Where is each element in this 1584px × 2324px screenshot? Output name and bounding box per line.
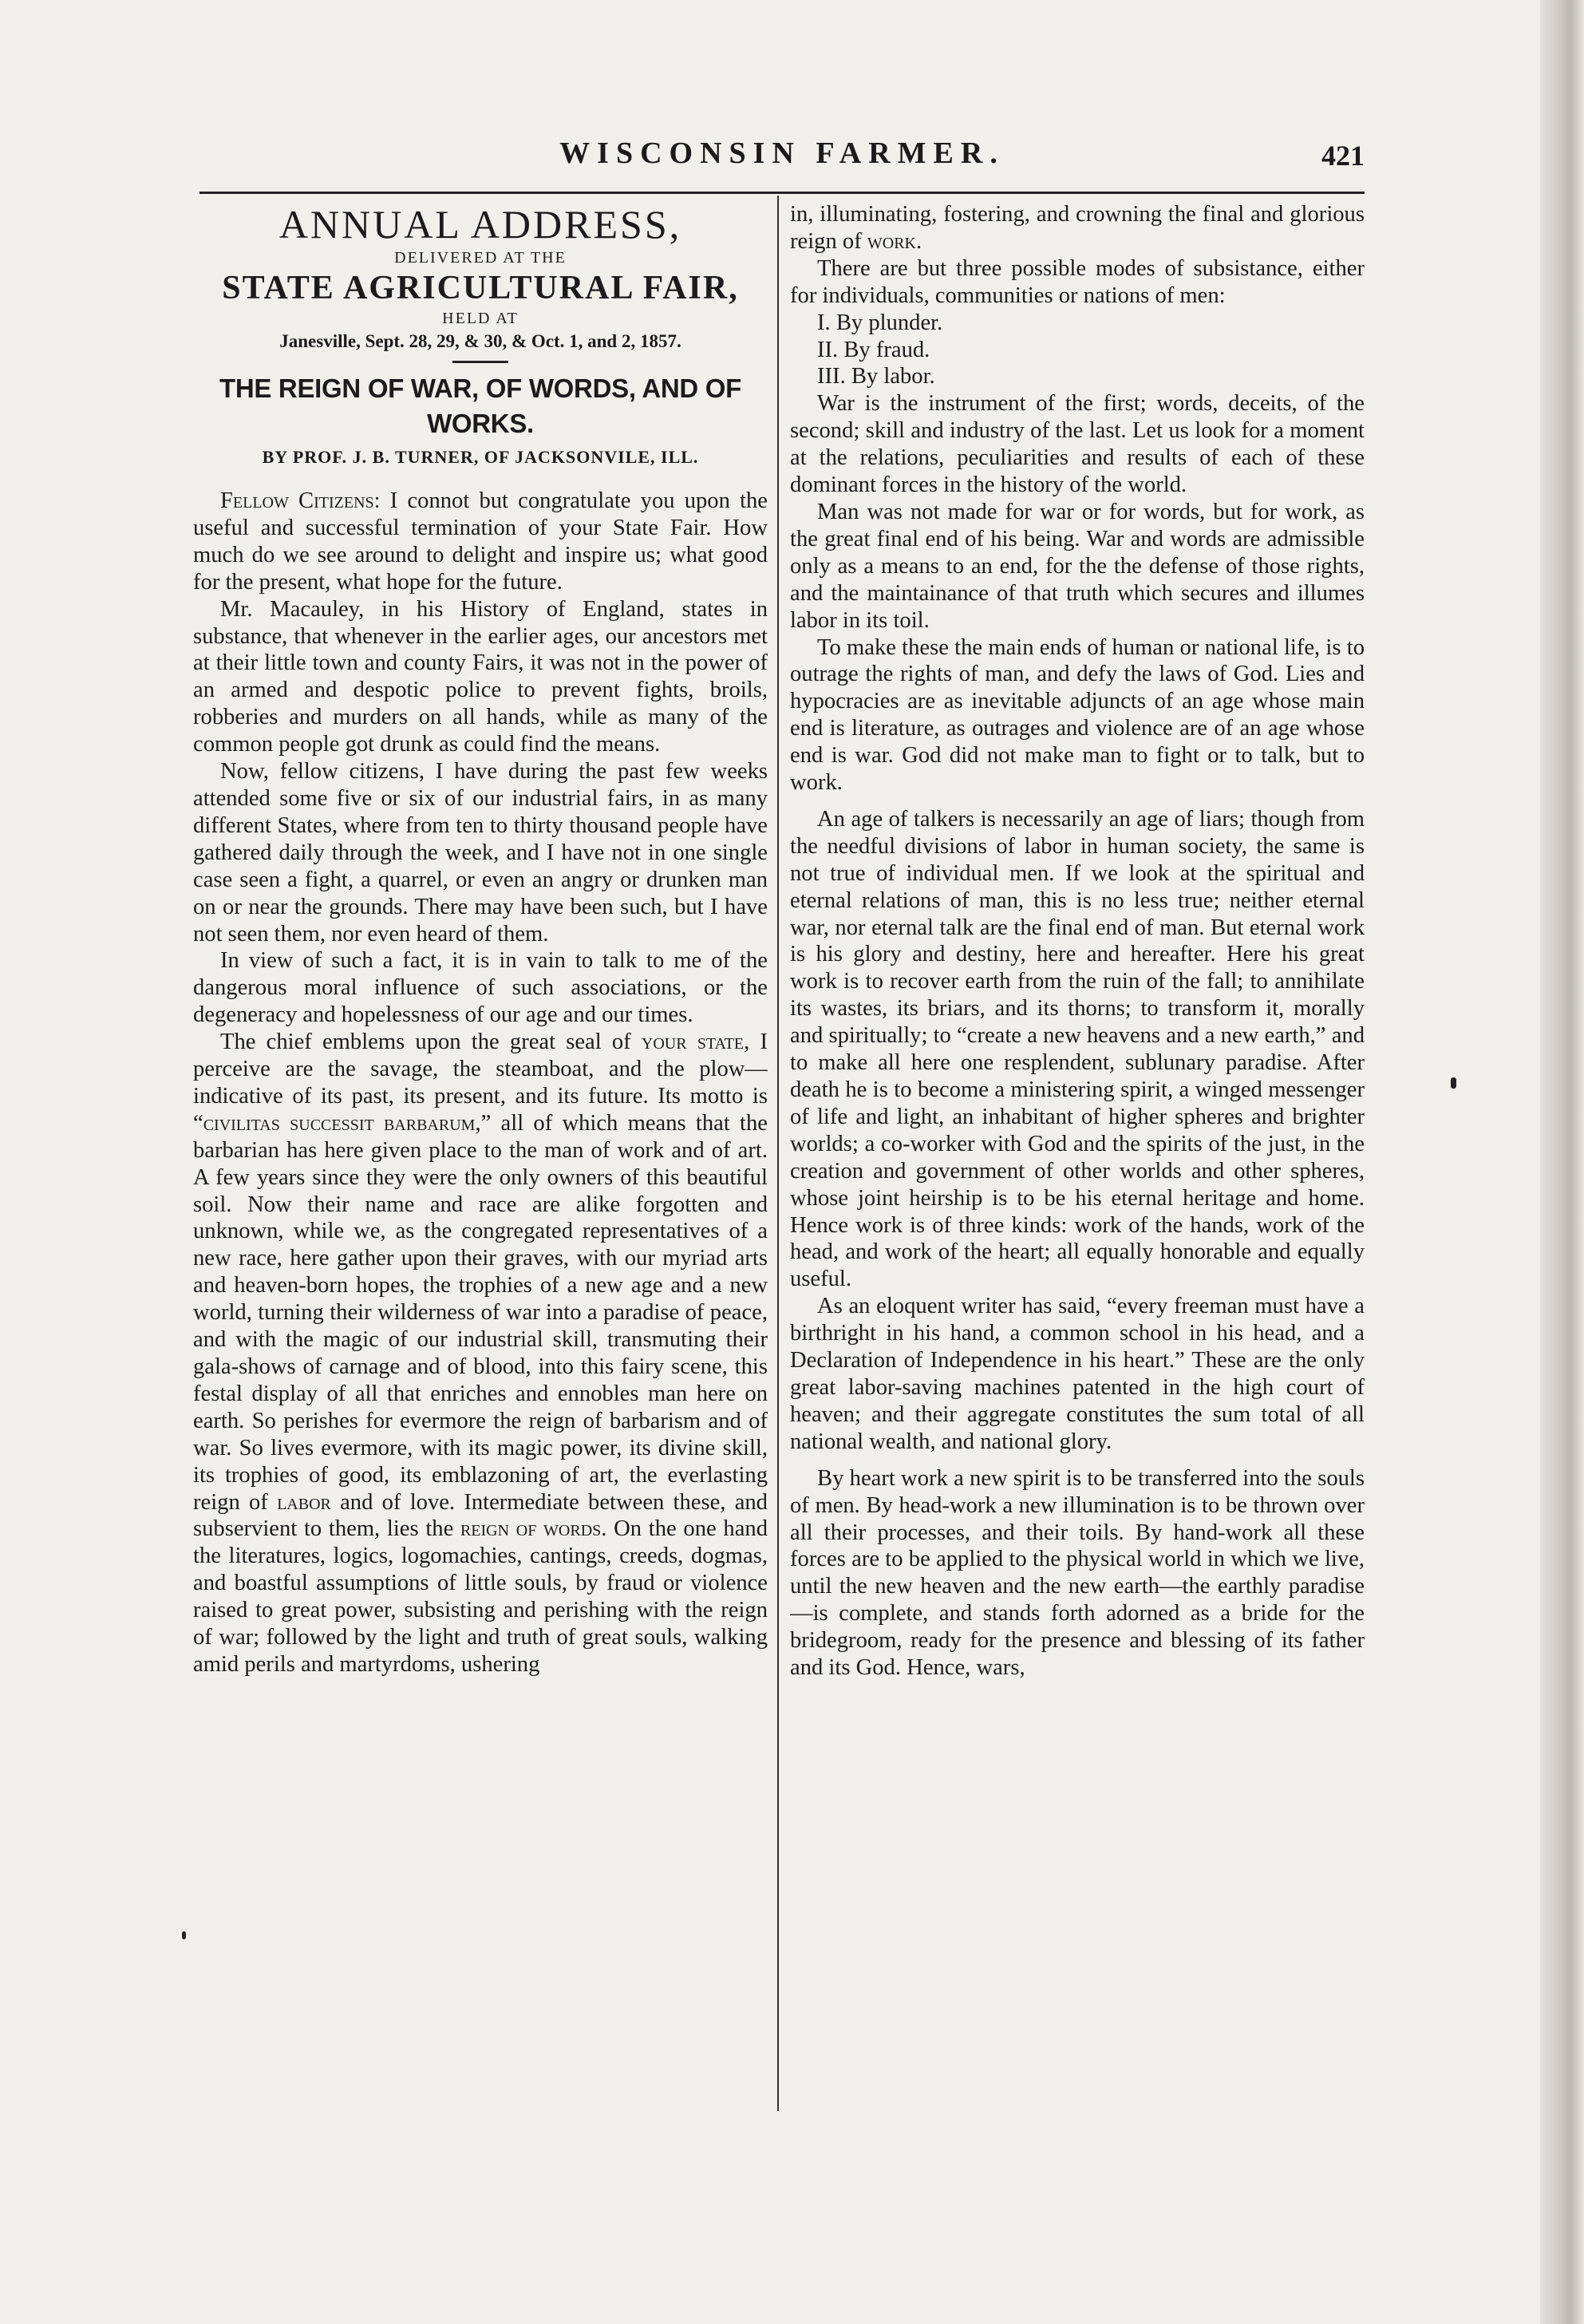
list-item: III. By labor. [817, 364, 935, 389]
paragraph: As an eloquent writer has said, “every freeman must have a birthright in his hand, a common school in his head, and a Declaration of Independence in his heart.” These are the only great labor-saving machines patented in the high court of heaven; and their aggregate constitutes the sum total of all national wealth, and national glory. [790, 1294, 1365, 1454]
small-caps-text: your state [641, 1030, 745, 1055]
ink-speck [182, 1931, 186, 1939]
paragraph-text: and of love. Intermediate between these, and subservient to them, lies the [193, 1489, 768, 1542]
page-header [199, 136, 1365, 194]
paragraph: War is the instrument of the first; words, deceits, of the second; skill and industry of the last. Let us look for a moment at the relations, peculiarities and results of each of these dominant forces in the history of the world. [790, 391, 1365, 498]
paragraph [790, 201, 1365, 255]
motto-text: civilitas successit barbarum [203, 1110, 476, 1136]
paragraph: In view of such a fact, it is in vain to talk to me of the dangerous moral influence of such associations, or the degeneracy and hopelessness of our age and our times. [193, 948, 768, 1028]
paragraph: Mr. Macauley, in his History of England, states in substance, that whenever in the earlier ages, our ancestors met at their little town and county Fairs, it was not in the power of an armed and despotic police to prevent fights, broils, robberies and murders on all hands, while as many of the common people got drunk as could find the means. [193, 596, 768, 757]
small-caps-text: reign of words [460, 1516, 602, 1542]
paragraph [193, 1029, 768, 1678]
ink-speck [1451, 1077, 1456, 1089]
dates-line: Janesville, Sept. 28, 29, & 30, & Oct. 1, and 2, 1857. [279, 331, 681, 351]
small-caps-text: work [867, 228, 916, 254]
fair-title: STATE AGRICULTURAL FAIR, [222, 270, 739, 306]
paragraph [193, 488, 768, 596]
left-column [193, 201, 768, 2260]
paragraph-text: . On the one hand the literatures, logics, logomachies, cantings, creeds, dogmas, and boastful assumptions of little souls, by fraud or violence raised to great power, subsisting and perishing with the reign of war; followed by the light and truth of great souls, walking amid perils and martyrdoms, ushering [193, 1516, 768, 1677]
paragraph-text: in, illuminating, fostering, and crowning the final and glorious reign of [790, 202, 1365, 254]
page-number: 421 [1321, 140, 1365, 172]
page-edge-shadow [1540, 0, 1584, 2324]
list-item: I. By plunder. [817, 310, 943, 335]
paragraph-text: The chief emblems upon the great seal of [220, 1030, 642, 1055]
paragraph: Man was not made for war or for words, but for work, as the great final end of his being. War and words are admissible only as a means to an end, for the the defense of those rights, and the maintainance of that truth which secures and illumes labor in its toil. [790, 499, 1365, 633]
column-divider [777, 196, 779, 2111]
right-column [790, 201, 1365, 2260]
paragraph: Now, fellow citizens, I have during the past few weeks attended some five or six of our industrial fairs, in as many different States, where from ten to thirty thousand people have gathered daily through the week, and I have not in one single case seen a fight, a quarrel, or even an angry or drunken man on or near the grounds. There may have been such, but I have not seen them, nor even heard of them. [193, 759, 768, 947]
title-block [193, 201, 768, 473]
salutation: Fellow Citizens: [220, 488, 381, 513]
held-line: HELD AT [442, 310, 519, 327]
author-line: BY PROF. J. B. TURNER, OF JACKSONVILE, ILL. [262, 447, 699, 467]
paragraph: By heart work a new spirit is to be transferred into the souls of men. By head-work a new illumination is to be thrown over all their processes, and their toils. By hand-work all these forces are to be applied to the physical world in which we live, until the new heaven and the new earth—the earthly paradise—is complete, and stands forth adorned as a bride for the bridegroom, ready for the presence and blessing of its father and its God. Hence, wars, [790, 1465, 1365, 1681]
delivered-line: DELIVERED AT THE [394, 249, 567, 267]
paragraph-text: ,” all of which means that the barbarian has here given place to the man of work and of art. A few years since they were the only owners of this beautiful soil. Now their name and race are alike forgotten and unknown, while we, as the congregated representatives of a new race, here gather upon their graves, with our myriad arts and heaven-born hopes, the trophies of a new age and a new world, turning their wilderness of war into a paradise of peace, and with the magic of our industrial skill, transmuting their gala-shows of carnage and of blood, into this fairy scene, this festal display of all that enriches and ennobles man here on earth. So perishes for evermore the reign of barbarism and of war. So lives evermore, with its magic power, its divine skill, its trophies of good, its emblazoning of art, the everlasting reign of [193, 1110, 768, 1515]
title-rule [452, 361, 508, 363]
paragraph: There are but three possible modes of subsistance, either for individuals, communities or nations of men: [790, 255, 1365, 308]
paragraph: To make these the main ends of human or national life, is to outrage the rights of man, and defy the laws of God. Lies and hypocracies are as inevitable adjuncts of an age whose main end is literature, as outrages and violence are of an age whose end is war. God did not make man to fight or to talk, but to work. [790, 634, 1365, 796]
article-title: ANNUAL ADDRESS, [278, 202, 682, 247]
paragraph-text: I connot but congratulate you upon the useful and successful termination of your State Fair. How much do we see around to delight and inspire us; what good for the present, what hope for the future. [193, 488, 768, 595]
paragraph-text: . [915, 228, 922, 254]
small-caps-text: labor [277, 1489, 331, 1515]
running-title: WISCONSIN FARMER. [559, 136, 1005, 170]
article-subtitle: THE REIGN OF WAR, OF WORDS, AND OF WORKS. [219, 374, 742, 438]
paragraph: An age of talkers is necessarily an age of liars; though from the needful divisions of labor in human society, the same is not true of individual men. If we look at the spiritual and eternal relations of man, this is no less true; neither eternal war, nor eternal talk are the final end of man. But eternal work is his glory and destiny, here and hereafter. Here his great work is to recover earth from the ruin of the fall; to annihilate its wastes, its briars, and its thorns; to transform it, morally and spiritually; to “create a new heavens and a new earth,” and to make all here one resplendent, sublunary paradise. After death he is to become a ministering spirit, a winged messenger of life and light, an inhabitant of higher spheres and brighter worlds; a co-worker with God and the spirits of the just, in the creation and government of other worlds and other spheres, whose joint heirship is to be his eternal heritage and home. Hence work is of three kinds: work of the hands, work of the head, and work of the heart; all equally honorable and equally useful. [790, 806, 1365, 1292]
paragraph-text: , I perceive are the savage, the steamboat, and the plow—indicative of its past, its present, and its future. Its motto is “ [193, 1030, 768, 1136]
list-item: II. By fraud. [817, 337, 930, 362]
